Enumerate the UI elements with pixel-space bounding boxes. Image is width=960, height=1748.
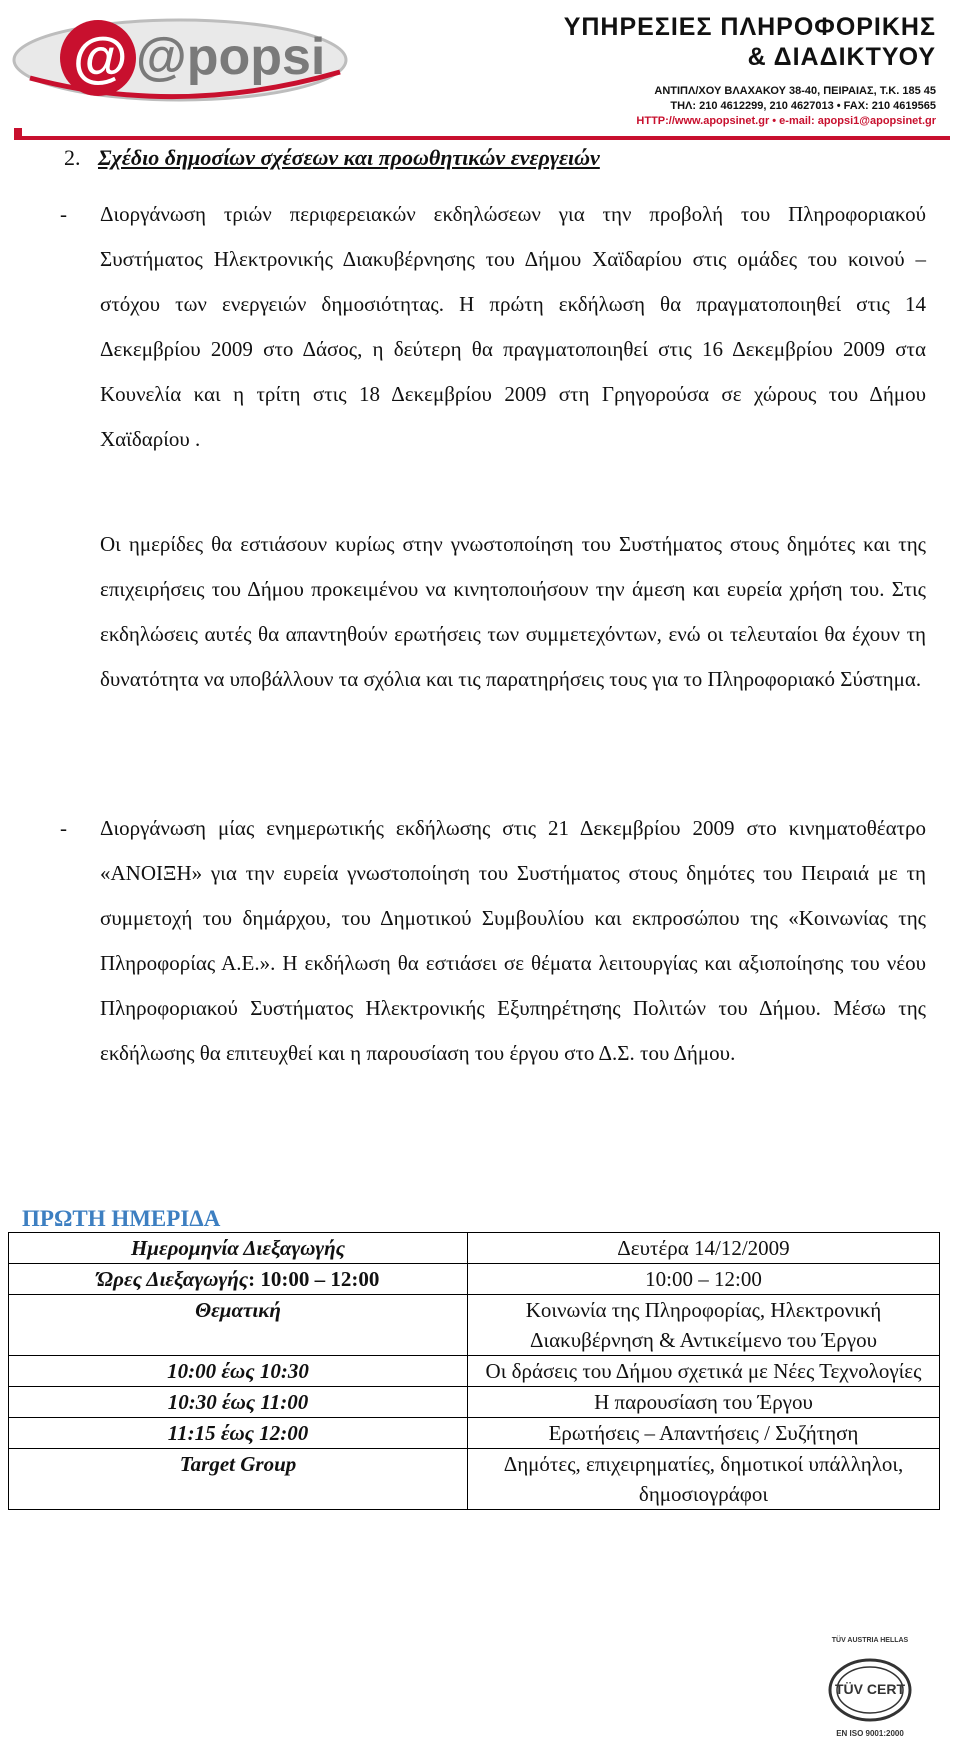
bullet-dash: - [60, 816, 67, 840]
logo-text: @popsi [136, 28, 326, 86]
section-heading [64, 144, 600, 172]
table-row [9, 1356, 940, 1387]
row-value: Ερωτήσεις – Απαντήσεις / Συζήτηση [468, 1418, 940, 1449]
section-title: Σχέδιο δημοσίων σχέσεων και προωθητικών ενεργειών [98, 145, 600, 170]
paragraph-seminars-focus [100, 522, 926, 702]
row-value: Οι δράσεις του Δήμου σχετικά με Νέες Τεχνολογίες [468, 1356, 940, 1387]
table-row [9, 1264, 940, 1295]
section-number: 2. [64, 145, 81, 170]
row-value: Η παρουσίαση του Έργου [468, 1387, 940, 1418]
paragraph-information-event [60, 806, 926, 1076]
svg-text:@: @ [73, 25, 128, 88]
org-web-email: HTTP://www.apopsinet.gr • e-mail: apopsi1@apopsinet.gr [636, 115, 936, 127]
tuv-cert-logo [820, 1632, 920, 1742]
org-phones: ΤΗΛ: 210 4612299, 210 4627013 • FAX: 210 4619565 [670, 100, 936, 112]
bullet-dash: - [60, 202, 67, 226]
row-label: 10:00 έως 10:30 [9, 1356, 468, 1387]
apopsi-logo [10, 8, 350, 104]
table-row [9, 1418, 940, 1449]
table-heading: ΠΡΩΤΗ ΗΜΕΡΙΔΑ [22, 1206, 221, 1231]
row-value: 10:00 – 12:00 [468, 1264, 940, 1295]
row-value: Δημότες, επιχειρηματίες, δημοτικοί υπάλληλοι, δημοσιογράφοι [468, 1449, 940, 1510]
row-label [9, 1264, 468, 1295]
paragraph-regional-events [60, 192, 926, 462]
row-label-plain: : 10:00 – 12:00 [248, 1267, 380, 1291]
table-row [9, 1387, 940, 1418]
paragraph-text: Οι ημερίδες θα εστιάσουν κυρίως στην γνωστοποίηση του Συστήματος στους δημότες και της επιχειρήσεις του Δήμου προκειμένου να κινητοποιήσουν την άμεση και ευρεία χρήση του. Στις εκδηλώσεις αυτές θα απαντηθούν ερωτήσεις των συμμετεχόντων, ενώ οι τελευταίοι θα έχουν τη δυνατότητα να υποβάλλουν τα σχόλια και τις παρατηρήσεις τους για το Πληροφοριακό Σύστημα. [100, 532, 926, 691]
paragraph-text: Διοργάνωση μίας ενημερωτικής εκδήλωσης στις 21 Δεκεμβρίου 2009 στο κινηματοθέατρο «ΑΝΟΙΞΗ» για την ευρεία γνωστοποίηση του Συστήματος στους δημότες του Πειραιά με τη συμμετοχή του δημάρχου, του Δημοτικού Συμβουλίου και εκπροσώπου της «Κοινωνίας της Πληροφορίας Α.Ε.». Η εκδήλωση θα εστιάσει σε θέματα λειτουργίας και αξιοποίησης του νέου Πληροφοριακού Συστήματος Ηλεκτρονικής Εξυπηρέτησης Πολιτών του Δήμου. Μέσω της εκδήλωσης θα επιτευχθεί και η παρουσίαση του έργου στο Δ.Σ. του Δήμου. [100, 816, 926, 1065]
org-title-line1: ΥΠΗΡΕΣΙΕΣ ΠΛΗΡΟΦΟΡΙΚΗΣ [563, 13, 936, 41]
table-row [9, 1295, 940, 1356]
svg-text:TÜV CERT: TÜV CERT [835, 1681, 905, 1697]
svg-text:TÜV AUSTRIA HELLAS: TÜV AUSTRIA HELLAS [831, 1637, 909, 1644]
paragraph-text: Διοργάνωση τριών περιφερειακών εκδηλώσεων για την προβολή του Πληροφοριακού Συστήματος Ηλεκτρονικής Διακυβέρνησης του Δήμου Χαϊδαρίου στις ομάδες του κοινού – στόχου των ενεργειών δημοσιότητας. Η πρώτη εκδήλωση θα πραγματοποιηθεί στις 14 Δεκεμβρίου 2009 στο Δάσος, η δεύτερη θα πραγματοποιηθεί στις 16 Δεκεμβρίου 2009 στα Κουνελία και η τρίτη στις 18 Δεκεμβρίου 2009 στη Γρηγορούσα σε χώρους του Δήμου Χαϊδαρίου . [100, 202, 926, 451]
row-label: Ημερομηνία Διεξαγωγής [9, 1233, 468, 1264]
org-title-line2: & ΔΙΑΔΙΚΤΥΟΥ [747, 43, 936, 71]
org-address: ΑΝΤΙΠΛ/ΧΟΥ ΒΛΑΧΑΚΟΥ 38-40, ΠΕΙΡΑΙΑΣ, Τ.Κ. 185 45 [654, 85, 936, 97]
row-label: 11:15 έως 12:00 [9, 1418, 468, 1449]
company-info [564, 12, 936, 129]
row-value: Δευτέρα 14/12/2009 [468, 1233, 940, 1264]
header-divider [14, 136, 950, 140]
row-label: 10:30 έως 11:00 [9, 1387, 468, 1418]
svg-text:EN ISO 9001:2000: EN ISO 9001:2000 [836, 1729, 904, 1738]
schedule-table [8, 1232, 940, 1510]
row-value: Κοινωνία της Πληροφορίας, Ηλεκτρονική Διακυβέρνηση & Αντικείμενο του Έργου [468, 1295, 940, 1356]
row-label: Θεματική [9, 1295, 468, 1356]
table-row [9, 1449, 940, 1510]
row-label: Target Group [9, 1449, 468, 1510]
row-label-italic: Ώρες Διεξαγωγής [96, 1267, 249, 1291]
table-row [9, 1233, 940, 1264]
